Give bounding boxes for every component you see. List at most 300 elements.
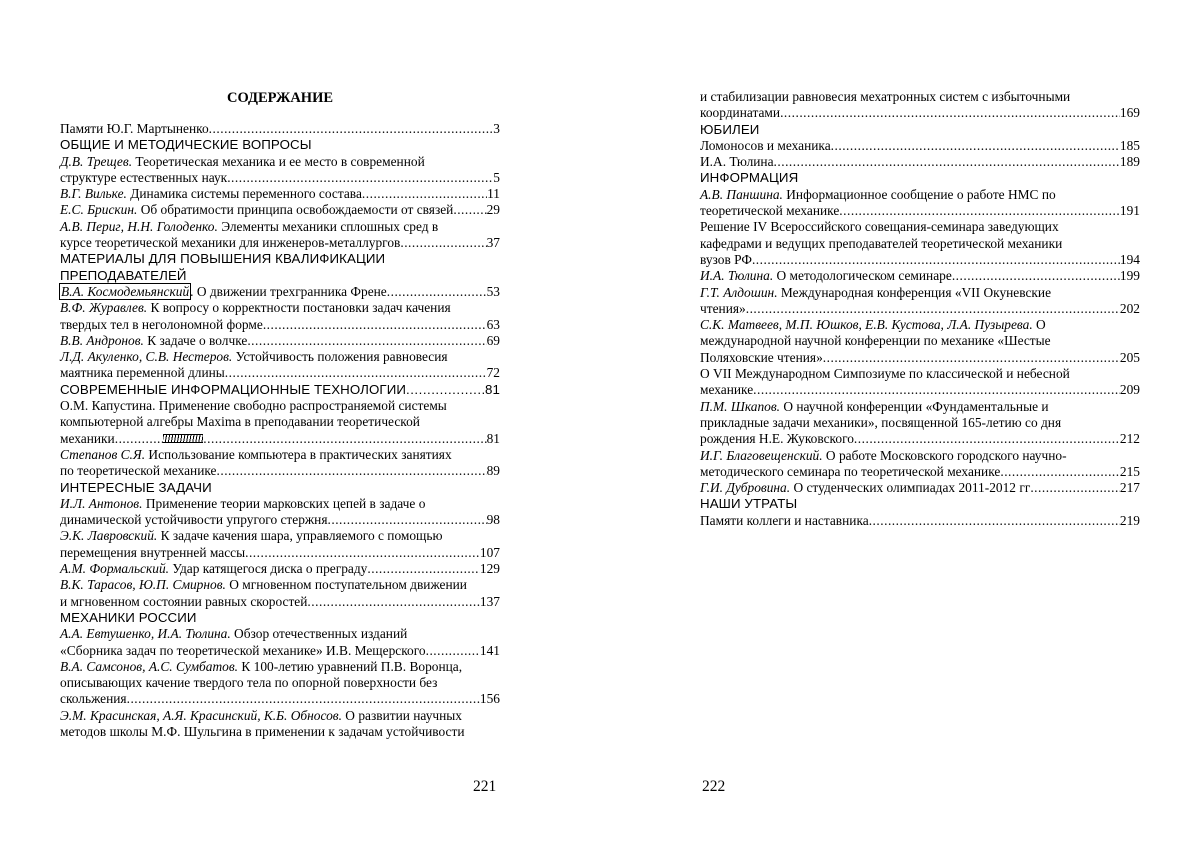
entry-text-wrap (700, 187, 1056, 203)
entry-author: В.Г. Вильке. (60, 186, 127, 202)
entry-author: Л.Д. Акуленко, С.В. Нестеров. (60, 349, 233, 365)
entry-text-wrap (60, 170, 227, 186)
entry-author: В.Ф. Журавлев. (60, 300, 148, 316)
dot-leader (127, 691, 480, 707)
entry-text-wrap (60, 528, 442, 544)
toc-right (700, 89, 1140, 529)
entry-author: В.В. Андронов. (60, 332, 144, 348)
entry-title: механики (60, 430, 115, 446)
section-heading (60, 251, 500, 267)
entry-title: О студенческих олимпиадах 2011-2012 гг (790, 480, 1031, 496)
entry-title: чтения» (700, 300, 746, 316)
entry-title: и стабилизации равновесия мехатронных систем с избыточными (700, 89, 1071, 104)
entry-title: кафедрами и ведущих преподавателей теоретической механики (700, 235, 1063, 251)
entry-author: Г.И. Дубровина. (700, 480, 791, 496)
entry-title: рождения Н.Е. Жуковского (700, 431, 854, 447)
dot-leader (225, 365, 487, 381)
entry-text-wrap (60, 577, 467, 593)
entry-title: по теоретической механике (60, 463, 217, 479)
entry-text-wrap (700, 350, 823, 366)
entry-text-wrap (60, 219, 438, 235)
toc-line (700, 301, 1140, 317)
entry-title: Информационное сообщение о работе НМС по (782, 186, 1056, 202)
section-heading (60, 137, 500, 153)
dot-leader (307, 594, 479, 610)
toc-line (700, 89, 1140, 105)
entry-title: О мгновенном поступательном движении (225, 577, 467, 593)
dot-leader (245, 545, 480, 561)
toc-line (60, 317, 500, 333)
entry-text-wrap (60, 561, 367, 577)
toc-line (60, 528, 500, 544)
entry-text-wrap (60, 349, 448, 365)
toc-line (60, 398, 500, 414)
toc-line (700, 219, 1140, 235)
entry-text-wrap (60, 512, 328, 528)
entry-author: А.А. Евтушенко, И.А. Тюлина. (60, 626, 231, 642)
entry-text-wrap (60, 202, 453, 218)
dot-leader (854, 431, 1120, 447)
entry-title: Памяти Ю.Г. Мартыненко (60, 121, 209, 136)
entry-title: маятника переменной длины (60, 365, 225, 381)
contents-title: СОДЕРЖАНИЕ (226, 90, 334, 106)
toc-entry[interactable] (700, 187, 1140, 220)
section-heading (700, 122, 1140, 138)
entry-text-wrap (60, 431, 115, 447)
section-heading (700, 170, 1140, 186)
entry-title: координатами (700, 105, 781, 121)
entry-author: Э.К. Лавровский. (60, 528, 158, 544)
toc-line (60, 659, 500, 675)
page-ref: 141 (479, 642, 500, 658)
page-ref: 81 (486, 430, 500, 446)
dot-leader (227, 170, 493, 186)
dot-leader (780, 105, 1120, 121)
entry-title: К задаче о волчке (143, 332, 248, 348)
section-title: СОВРЕМЕННЫЕ ИНФОРМАЦИОННЫЕ ТЕХНОЛОГИИ (60, 381, 407, 397)
toc-line (60, 431, 500, 447)
dot-leader (746, 301, 1120, 317)
toc-line (60, 202, 500, 218)
entry-title: О работе Московского городского научно- (822, 447, 1067, 463)
entry-title: Динамика системы переменного состава (126, 186, 362, 202)
entry-text-wrap (700, 203, 839, 219)
entry-title: Применение свободно распространяемой системы (155, 398, 447, 414)
entry-author: И.Г. Благовещенский. (700, 447, 823, 463)
toc-line (700, 285, 1140, 301)
entry-author: Степанов С.Я. (60, 446, 146, 462)
entry-title: компьютерной алгебры Maxima в преподавании теоретической (60, 414, 420, 430)
entry-text-wrap (60, 186, 362, 202)
entry-text-wrap (60, 545, 245, 561)
entry-text-wrap (700, 382, 753, 398)
section-heading (60, 382, 500, 398)
page-ref: 202 (1119, 300, 1140, 316)
dot-leader (839, 203, 1120, 219)
toc-line (60, 333, 500, 349)
entry-author: С.К. Матвеев, М.П. Юшков, Е.В. Кустова, Л.А. Пузырева. (700, 317, 1033, 333)
entry-title: О методологическом семинаре (773, 268, 952, 284)
toc-entry[interactable] (60, 496, 500, 529)
entry-author: А.В. Периг, Н.Н. Голоденко. (60, 218, 218, 234)
entry-title: . О движении трехгранника Френе (190, 283, 387, 299)
entry-text-wrap (700, 252, 752, 268)
entry-text-wrap (60, 659, 462, 675)
entry-author: Е.С. Брискин. (60, 202, 138, 218)
entry-text-wrap (700, 138, 831, 154)
page-ref: 189 (1119, 154, 1140, 170)
toc-line (60, 594, 500, 610)
dot-leader (752, 252, 1120, 268)
page-ref: 199 (1119, 268, 1140, 284)
page-ref: 98 (486, 512, 500, 528)
toc-line (60, 154, 500, 170)
entry-text-wrap (700, 285, 1051, 301)
section-title: МАТЕРИАЛЫ ДЛЯ ПОВЫШЕНИЯ КВАЛИФИКАЦИИ (60, 251, 386, 267)
toc-line (60, 577, 500, 593)
toc-line (60, 545, 500, 561)
toc-entry[interactable] (60, 577, 500, 610)
entry-author: Г.Т. Алдошин. (700, 284, 778, 300)
toc-entry[interactable] (60, 186, 500, 202)
toc-line (700, 154, 1140, 170)
toc-entry[interactable] (60, 219, 500, 252)
toc-entry[interactable] (60, 121, 500, 137)
page-ref: 107 (479, 544, 500, 560)
entry-text-wrap (60, 121, 209, 137)
entry-title: Решение IV Всероссийского совещания-семинара заведующих (700, 219, 1059, 235)
toc-entry[interactable] (60, 202, 500, 218)
entry-author: Э.М. Красинская, А.Я. Красинский, К.Б. Обносов. (60, 707, 342, 723)
page-ref: 217 (1119, 480, 1140, 496)
entry-title: механике (700, 382, 754, 398)
toc-entry[interactable] (700, 219, 1140, 268)
page-number-left: 221 (473, 778, 497, 795)
entry-text-wrap (60, 463, 217, 479)
toc-line (700, 464, 1140, 480)
entry-text-wrap (60, 300, 451, 316)
toc-entry[interactable] (60, 561, 500, 577)
dot-leader (328, 512, 487, 528)
entry-title: Обзор отечественных изданий (230, 626, 408, 642)
page-ref: 69 (486, 332, 500, 348)
entry-text-wrap (60, 414, 420, 430)
entry-title: перемещения внутренней массы (60, 544, 246, 560)
section-title: НАШИ УТРАТЫ (700, 496, 798, 512)
entry-title: О VII Международном Симпозиуме по классической и небесной (700, 366, 1070, 382)
toc-line (60, 349, 500, 365)
entry-text-wrap (60, 447, 452, 463)
entry-text-wrap (60, 643, 426, 659)
entry-title: описывающих качение твердого тела по опорной поверхности без (60, 675, 438, 691)
toc-line (700, 366, 1140, 382)
toc-entry[interactable] (700, 448, 1140, 481)
entry-title: курсе теоретической механики для инженеров-металлургов (60, 235, 401, 251)
entry-author: В.К. Тарасов, Ю.П. Смирнов. (60, 577, 226, 593)
entry-title: О научной конференции «Фундаментальные и (780, 398, 1049, 414)
toc-line (700, 138, 1140, 154)
entry-title: К 100-летию уравнений П.В. Воронца, (238, 658, 463, 674)
toc-entry[interactable] (700, 399, 1140, 448)
entry-author: И.Л. Антонов. (60, 495, 143, 511)
toc-line (700, 268, 1140, 284)
entry-title: О.М. Капустина. (60, 398, 156, 414)
section-title: ЮБИЛЕИ (700, 121, 760, 137)
toc-line (60, 496, 500, 512)
toc-line (60, 186, 500, 202)
toc-line (700, 333, 1140, 349)
page-ref: 209 (1119, 382, 1140, 398)
toc-line (700, 399, 1140, 415)
entry-text-wrap (700, 268, 952, 284)
entry-title: Поляховские чтения» (700, 349, 823, 365)
toc-entry[interactable] (60, 349, 500, 382)
toc-line (700, 480, 1140, 496)
toc-line (700, 415, 1140, 431)
toc-line (60, 561, 500, 577)
page-ref: 191 (1119, 203, 1140, 219)
entry-title: международной научной конференции по механике «Шестые (700, 333, 1051, 349)
entry-title: скольжения (60, 691, 127, 707)
toc-line (60, 300, 500, 316)
toc-entry[interactable] (60, 284, 500, 300)
entry-title: Теоретическая механика и ее место в современной (132, 153, 425, 169)
entry-author: Д.В. Трещев. (60, 153, 133, 169)
entry-text-wrap (60, 154, 425, 170)
entry-title: структуре естественных наук (60, 169, 228, 185)
entry-author: И.А. Тюлина. (700, 268, 774, 284)
toc-entry[interactable] (700, 366, 1140, 399)
page-ref: 194 (1119, 251, 1140, 267)
entry-text-wrap (60, 626, 407, 642)
entry-title: твердых тел в неголономной форме (60, 316, 263, 332)
section-heading (60, 610, 500, 626)
toc-line (700, 448, 1140, 464)
page-ref: 205 (1119, 349, 1140, 365)
entry-title: Элементы механики сплошных сред в (217, 218, 439, 234)
page-ref: 81 (485, 381, 500, 397)
toc-entry[interactable] (60, 300, 500, 333)
toc-line (700, 431, 1140, 447)
toc-entry[interactable] (700, 89, 1140, 122)
dot-leader (774, 154, 1120, 170)
section-title: ИНФОРМАЦИЯ (700, 170, 799, 186)
toc-entry[interactable] (700, 480, 1140, 496)
dot-leader (952, 268, 1120, 284)
entry-title: О (1032, 317, 1046, 333)
entry-text-wrap (700, 399, 1049, 415)
entry-text-wrap (700, 431, 854, 447)
dot-leader (831, 138, 1120, 154)
entry-text-wrap (60, 675, 437, 691)
toc-entry[interactable] (60, 447, 500, 480)
entry-text-wrap (700, 219, 1059, 235)
dot-leader (217, 463, 487, 479)
entry-text-wrap (60, 333, 247, 349)
entry-text-wrap (60, 691, 127, 707)
entry-title: Удар катящегося диска о преграду (169, 561, 368, 577)
toc-line (60, 643, 500, 659)
dot-leader (203, 431, 486, 447)
section-heading (700, 496, 1140, 512)
toc-line (60, 365, 500, 381)
dot-leader (1000, 464, 1120, 480)
toc-entry[interactable] (60, 154, 500, 187)
entry-text-wrap (700, 333, 1051, 349)
page-ref: 212 (1119, 431, 1140, 447)
entry-text-wrap (60, 398, 447, 414)
entry-title: методического семинара по теоретической механике (700, 463, 1001, 479)
entry-text-wrap (60, 235, 400, 251)
toc-entry[interactable] (60, 708, 500, 741)
dot-leader (209, 121, 494, 137)
toc-entry[interactable] (60, 626, 500, 659)
entry-title: вузов РФ (700, 251, 752, 267)
page-ref: 215 (1119, 463, 1140, 479)
dot-leader (1030, 480, 1120, 496)
toc-entry[interactable] (60, 659, 500, 708)
dot-leader (426, 643, 480, 659)
entry-author: П.М. Шкапов. (700, 398, 781, 414)
toc-line (700, 317, 1140, 333)
entry-title: К вопросу о корректности постановки задач качения (147, 300, 451, 316)
dot-leader (869, 513, 1120, 529)
page-ref: 63 (486, 316, 500, 332)
toc-line (700, 203, 1140, 219)
entry-text-wrap (700, 154, 774, 170)
dot-leader (453, 202, 486, 218)
dot-leader (367, 561, 480, 577)
entry-text-wrap (60, 317, 263, 333)
toc-left (60, 121, 500, 740)
entry-title: Памяти коллеги и наставника (700, 512, 869, 528)
entry-title: динамической устойчивости упругого стержня (60, 512, 328, 528)
entry-text-wrap (700, 366, 1070, 382)
toc-entry[interactable] (700, 317, 1140, 366)
toc-line (60, 235, 500, 251)
section-title: ПРЕПОДАВАТЕЛЕЙ (60, 267, 187, 283)
entry-text-wrap (700, 464, 1000, 480)
dot-leader (115, 431, 163, 447)
dot-leader (263, 317, 487, 333)
entry-text-wrap (700, 105, 780, 121)
page-ref: 219 (1119, 512, 1140, 528)
toc-line (60, 463, 500, 479)
page-ref: 89 (486, 463, 500, 479)
section-title: ОБЩИЕ И МЕТОДИЧЕСКИЕ ВОПРОСЫ (60, 137, 312, 153)
toc-line (60, 447, 500, 463)
entry-title: Ломоносов и механика (700, 137, 831, 153)
toc-line (700, 236, 1140, 252)
page-ref: 185 (1119, 137, 1140, 153)
entry-text-wrap (700, 89, 1070, 105)
entry-title: Международная конференция «VII Окуневские (777, 284, 1052, 300)
page-ref: 5 (493, 169, 500, 185)
dot-leader (362, 186, 487, 202)
page-ref: 72 (486, 365, 500, 381)
toc-line (60, 414, 500, 430)
toc-line (60, 626, 500, 642)
page-ref: 37 (486, 235, 500, 251)
toc-line (700, 350, 1140, 366)
entry-author: А.М. Формальский. (60, 561, 169, 577)
toc-line (60, 675, 500, 691)
entry-text-wrap (60, 365, 225, 381)
toc-entry[interactable] (700, 154, 1140, 170)
toc-entry[interactable] (700, 285, 1140, 318)
entry-title: К задаче качения шара, управляемого с помощью (157, 528, 443, 544)
page-ref: 137 (479, 593, 500, 609)
entry-text-wrap (700, 513, 869, 529)
dot-leader (387, 284, 487, 300)
toc-line (60, 284, 500, 300)
entry-title: О развитии научных (341, 707, 462, 723)
entry-title: И.А. Тюлина (700, 154, 774, 170)
page-number-right: 222 (702, 778, 726, 795)
entry-title: методов школы М.Ф. Шульгина в применении к задачам устойчивости (60, 723, 465, 739)
toc-entry[interactable] (700, 513, 1140, 529)
section-title: МЕХАНИКИ РОССИИ (60, 609, 197, 625)
toc-entry[interactable] (60, 333, 500, 349)
toc-line (60, 724, 500, 740)
toc-entry[interactable] (700, 268, 1140, 284)
entry-text-wrap (60, 724, 464, 740)
toc-line (700, 513, 1140, 529)
dot-leader (406, 382, 485, 398)
entry-title: и мгновенном состоянии равных скоростей (60, 593, 308, 609)
entry-text-wrap (700, 448, 1067, 464)
entry-title: Применение теории марковских цепей в задаче о (142, 495, 426, 511)
toc-line (700, 382, 1140, 398)
page-ref: 53 (486, 283, 500, 299)
toc-entry[interactable] (700, 138, 1140, 154)
dot-leader (753, 382, 1120, 398)
entry-title: «Сборника задач по теоретической механике» И.В. Мещерского (60, 642, 426, 658)
entry-title: Устойчивость положения равновесия (232, 349, 448, 365)
toc-line (60, 708, 500, 724)
entry-text-wrap (700, 236, 1062, 252)
toc-entry[interactable] (60, 398, 500, 447)
entry-title: Использование компьютера в практических занятиях (145, 446, 452, 462)
entry-text-wrap (700, 317, 1046, 333)
toc-line (60, 691, 500, 707)
section-heading (60, 268, 500, 284)
dot-leader (247, 333, 486, 349)
entry-title: прикладные задачи механики», посвященной 165-летию со дня (700, 414, 1062, 430)
page-ref: 156 (479, 691, 500, 707)
toc-entry[interactable] (60, 528, 500, 561)
toc-line (700, 187, 1140, 203)
entry-author: В.А. Космодемьянский (61, 283, 190, 299)
page-ref: 11 (487, 186, 500, 202)
entry-title: теоретической механике (700, 203, 840, 219)
entry-text-wrap (700, 301, 746, 317)
dot-leader (400, 235, 486, 251)
entry-text-wrap (60, 594, 307, 610)
section-heading (60, 480, 500, 496)
entry-text-wrap (700, 480, 1030, 496)
entry-author: В.А. Самсонов, А.С. Сумбатов. (60, 658, 239, 674)
section-title: ИНТЕРЕСНЫЕ ЗАДАЧИ (60, 479, 212, 495)
page-ref: 169 (1119, 105, 1140, 121)
toc-line (700, 105, 1140, 121)
entry-text-wrap (60, 496, 425, 512)
page-ref: 129 (479, 561, 500, 577)
entry-text-wrap (60, 708, 462, 724)
toc-line (700, 252, 1140, 268)
toc-line (60, 121, 500, 137)
entry-author: А.В. Паншина. (700, 186, 783, 202)
